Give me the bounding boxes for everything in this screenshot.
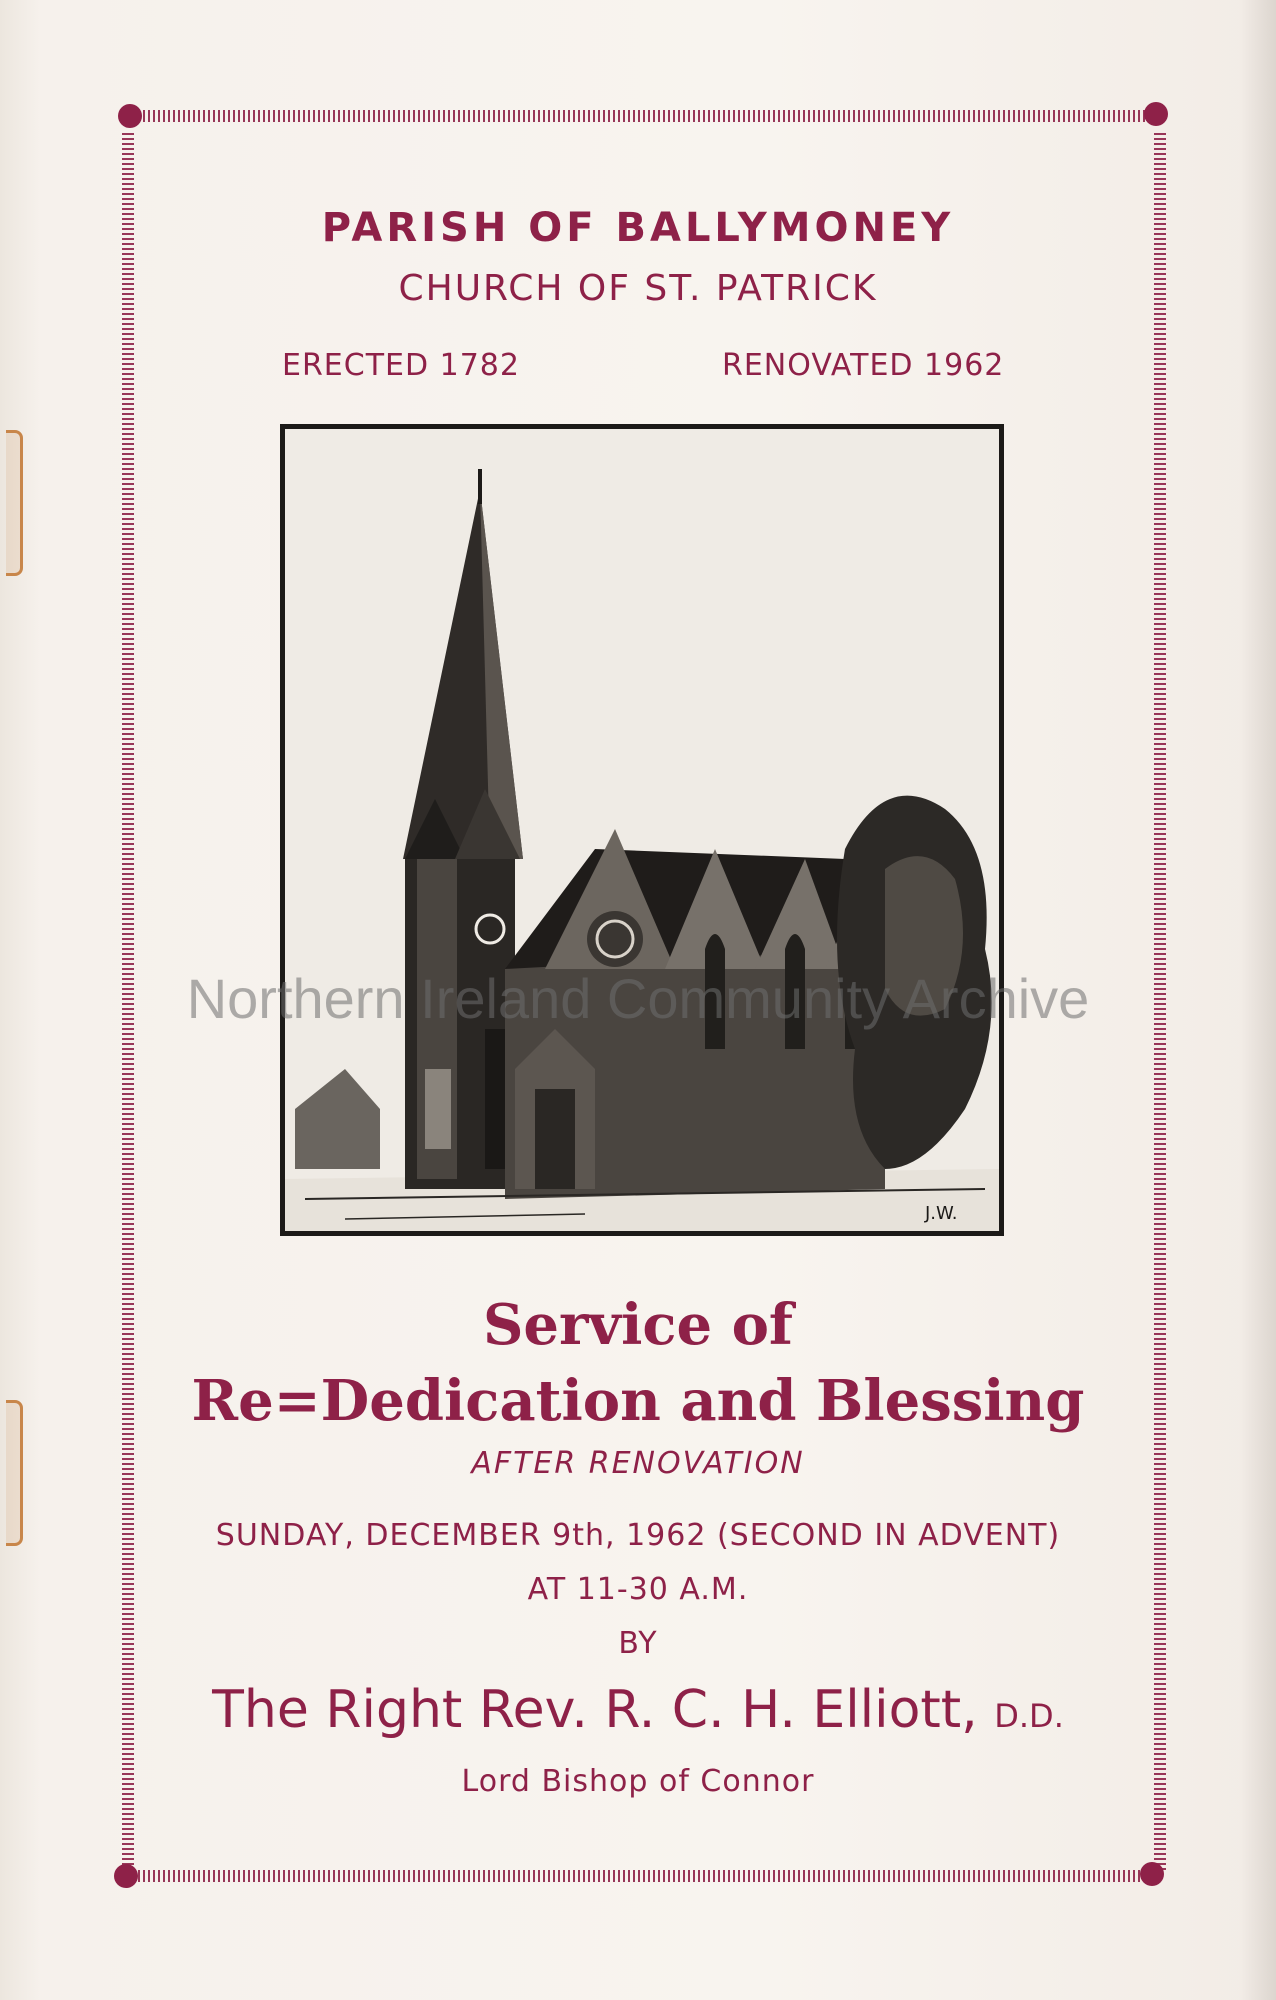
corner-ornament-bottom-right <box>1140 1862 1164 1886</box>
officiant-name-text: The Right Rev. R. C. H. Elliott, <box>212 1680 978 1740</box>
staple-top <box>6 430 23 576</box>
parish-heading: PARISH OF BALLYMONEY <box>321 205 955 251</box>
artist-signature: J.W. <box>925 1203 958 1224</box>
border-bottom <box>138 1870 1148 1882</box>
church-drawing <box>285 429 999 1231</box>
service-title-line2: Re=Dedication and Blessing <box>191 1368 1085 1434</box>
church-illustration <box>280 424 1004 1236</box>
corner-ornament-top-left <box>118 104 142 128</box>
officiant-degree: D.D. <box>994 1697 1064 1735</box>
archive-watermark: Northern Ireland Community Archive <box>186 967 1090 1030</box>
officiant-title: Lord Bishop of Connor <box>461 1764 815 1799</box>
service-time: AT 11-30 A.M. <box>527 1572 749 1607</box>
erected-date: ERECTED 1782 <box>282 348 520 383</box>
border-top <box>138 110 1148 122</box>
service-title-line1: Service of <box>482 1292 794 1358</box>
service-by: BY <box>618 1626 658 1661</box>
officiant-name <box>0 1680 1276 1740</box>
renovated-date: RENOVATED 1962 <box>722 348 1005 383</box>
corner-ornament-bottom-left <box>114 1864 138 1888</box>
church-name: CHURCH OF ST. PATRICK <box>398 268 878 309</box>
service-subtitle: AFTER RENOVATION <box>471 1446 805 1481</box>
service-date: SUNDAY, DECEMBER 9th, 1962 (SECOND IN ADVENT) <box>215 1518 1061 1553</box>
corner-ornament-top-right <box>1144 102 1168 126</box>
